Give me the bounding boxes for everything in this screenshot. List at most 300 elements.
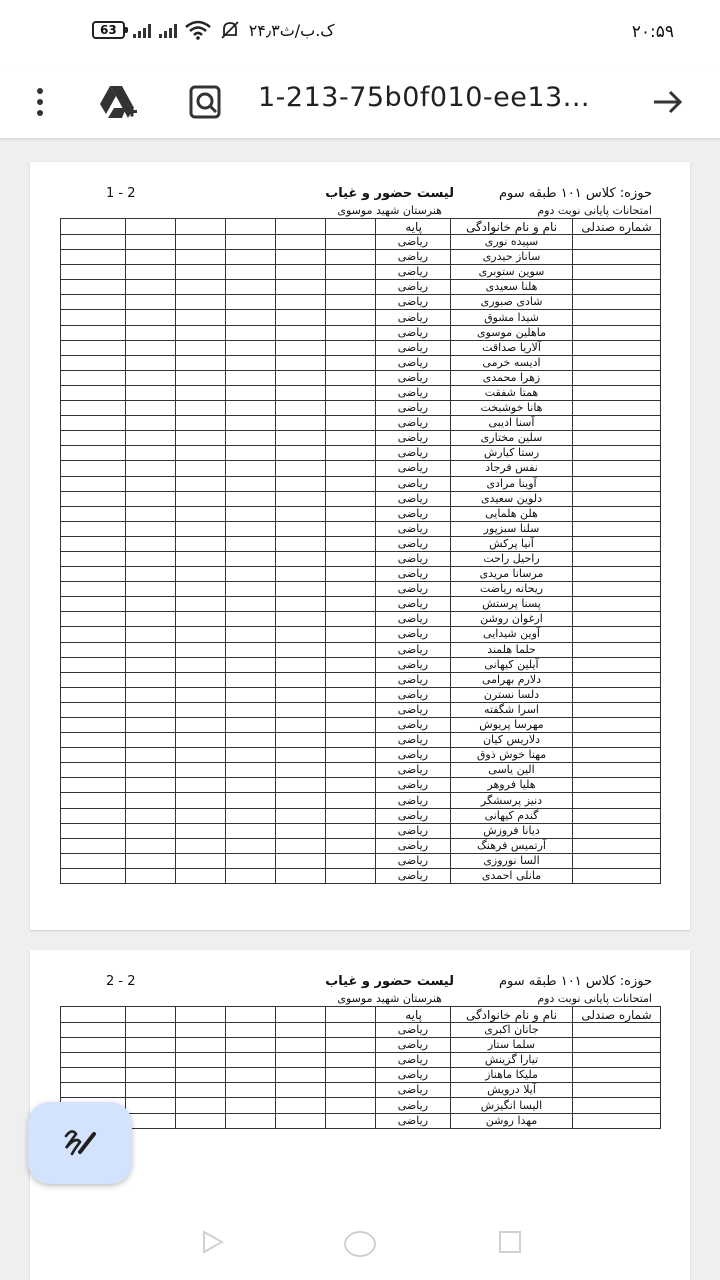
school-name: هنرستان شهید موسوی	[337, 204, 442, 217]
list-heading	[325, 186, 454, 217]
empty-cell	[126, 778, 176, 793]
student-name: ساناز حیدری	[451, 250, 573, 265]
empty-cell	[126, 1113, 176, 1128]
student-name: سلنا سبزپور	[451, 521, 573, 536]
student-grade: ریاضی	[376, 325, 451, 340]
empty-cell	[176, 446, 226, 461]
empty-cell	[276, 461, 326, 476]
empty-cell	[61, 1053, 126, 1068]
seat-cell	[573, 627, 661, 642]
table-row	[61, 431, 661, 446]
col-empty	[226, 219, 276, 235]
student-name: گندم کیهانی	[451, 808, 573, 823]
table-row	[61, 280, 661, 295]
empty-cell	[226, 355, 276, 370]
seat-cell	[573, 672, 661, 687]
empty-cell	[276, 401, 326, 416]
empty-cell	[176, 1098, 226, 1113]
seat-cell	[573, 1083, 661, 1098]
empty-cell	[326, 642, 376, 657]
student-name: ارغوان روشن	[451, 612, 573, 627]
empty-cell	[176, 431, 226, 446]
student-name: آسنا ادیبی	[451, 416, 573, 431]
table-row	[61, 868, 661, 883]
table-row	[61, 582, 661, 597]
seat-cell	[573, 446, 661, 461]
student-name: آنیا پرکش	[451, 536, 573, 551]
empty-cell	[326, 551, 376, 566]
empty-cell	[61, 1083, 126, 1098]
empty-cell	[326, 250, 376, 265]
seat-cell	[573, 597, 661, 612]
table-row	[61, 597, 661, 612]
empty-cell	[61, 476, 126, 491]
empty-cell	[61, 612, 126, 627]
student-grade: ریاضی	[376, 808, 451, 823]
empty-cell	[61, 597, 126, 612]
empty-cell	[226, 838, 276, 853]
empty-cell	[276, 1053, 326, 1068]
empty-cell	[326, 476, 376, 491]
empty-cell	[61, 1023, 126, 1038]
student-name: السا نوروزی	[451, 853, 573, 868]
add-to-drive-icon[interactable]	[96, 80, 140, 124]
student-grade: ریاضی	[376, 597, 451, 612]
empty-cell	[61, 582, 126, 597]
nav-recents-icon[interactable]	[498, 1230, 522, 1254]
seat-cell	[573, 582, 661, 597]
empty-cell	[61, 446, 126, 461]
empty-cell	[126, 582, 176, 597]
seat-cell	[573, 1068, 661, 1083]
student-name: دلسا نسترن	[451, 687, 573, 702]
empty-cell	[326, 823, 376, 838]
seat-cell	[573, 370, 661, 385]
seat-cell	[573, 385, 661, 400]
attendance-table	[60, 218, 661, 884]
empty-cell	[226, 793, 276, 808]
student-name: جانان اکبری	[451, 1023, 573, 1038]
student-name: سپیده نوری	[451, 235, 573, 250]
student-grade: ریاضی	[376, 310, 451, 325]
student-name: دنیز پرسشگر	[451, 793, 573, 808]
empty-cell	[126, 431, 176, 446]
student-name: الین یاسی	[451, 763, 573, 778]
student-name: مهدا روشن	[451, 1113, 573, 1128]
empty-cell	[176, 823, 226, 838]
empty-cell	[326, 370, 376, 385]
table-row	[61, 748, 661, 763]
seat-cell	[573, 838, 661, 853]
seat-cell	[573, 355, 661, 370]
empty-cell	[176, 551, 226, 566]
empty-cell	[61, 265, 126, 280]
empty-cell	[176, 672, 226, 687]
status-icons	[92, 20, 335, 40]
empty-cell	[226, 642, 276, 657]
empty-cell	[61, 853, 126, 868]
exam-term: امتحانات پایانی نوبت دوم	[537, 992, 652, 1005]
empty-cell	[326, 627, 376, 642]
empty-cell	[61, 280, 126, 295]
table-row	[61, 295, 661, 310]
table-row	[61, 1038, 661, 1053]
seat-cell	[573, 476, 661, 491]
student-name: شیدا مشوق	[451, 310, 573, 325]
table-row	[61, 1053, 661, 1068]
student-name: آیلین کیهانی	[451, 657, 573, 672]
empty-cell	[276, 687, 326, 702]
empty-cell	[176, 355, 226, 370]
empty-cell	[126, 536, 176, 551]
student-name: آرتمیس فرهنگ	[451, 838, 573, 853]
empty-cell	[126, 838, 176, 853]
empty-cell	[326, 567, 376, 582]
student-name: حلما هلمند	[451, 642, 573, 657]
arrow-right-icon[interactable]	[650, 84, 686, 120]
empty-cell	[176, 1083, 226, 1098]
student-grade: ریاضی	[376, 582, 451, 597]
student-grade: ریاضی	[376, 567, 451, 582]
student-grade: ریاضی	[376, 295, 451, 310]
document-page-1	[30, 162, 690, 930]
empty-cell	[126, 702, 176, 717]
empty-cell	[126, 295, 176, 310]
more-options-button[interactable]	[28, 84, 52, 120]
empty-cell	[276, 808, 326, 823]
col-full-name: نام و نام خانوادگی	[451, 1007, 573, 1023]
student-name: هلنا سعیدی	[451, 280, 573, 295]
student-grade: ریاضی	[376, 853, 451, 868]
signal-icon-2	[159, 22, 177, 38]
status-time: ۲۰:۵۹	[631, 22, 674, 42]
empty-cell	[176, 536, 226, 551]
col-grade: پایه	[376, 1007, 451, 1023]
exam-area-info	[499, 974, 652, 1005]
empty-cell	[276, 672, 326, 687]
student-name: زهرا محمدی	[451, 370, 573, 385]
empty-cell	[226, 702, 276, 717]
empty-cell	[276, 1068, 326, 1083]
empty-cell	[326, 385, 376, 400]
empty-cell	[276, 340, 326, 355]
empty-cell	[276, 1098, 326, 1113]
empty-cell	[326, 1038, 376, 1053]
empty-cell	[176, 793, 226, 808]
network-speed: ۲۴٫۳ک.ب/ث	[248, 20, 335, 40]
student-grade: ریاضی	[376, 733, 451, 748]
empty-cell	[326, 838, 376, 853]
empty-cell	[176, 718, 226, 733]
empty-cell	[126, 385, 176, 400]
empty-cell	[226, 1053, 276, 1068]
empty-cell	[126, 687, 176, 702]
attendance-table	[60, 1006, 661, 1129]
empty-cell	[326, 778, 376, 793]
empty-cell	[61, 521, 126, 536]
page-number: 1 - 2	[106, 186, 136, 201]
top-toolbar	[0, 66, 720, 139]
student-grade: ریاضی	[376, 461, 451, 476]
table-row	[61, 778, 661, 793]
table-row	[61, 657, 661, 672]
empty-cell	[126, 567, 176, 582]
student-name: آیلا درویش	[451, 1083, 573, 1098]
empty-cell	[326, 506, 376, 521]
empty-cell	[176, 280, 226, 295]
status-bar	[0, 0, 720, 66]
empty-cell	[326, 310, 376, 325]
annotate-button[interactable]	[28, 1102, 132, 1184]
table-row	[61, 1113, 661, 1128]
table-row	[61, 763, 661, 778]
table-row	[61, 476, 661, 491]
empty-cell	[176, 702, 226, 717]
student-grade: ریاضی	[376, 838, 451, 853]
empty-cell	[176, 567, 226, 582]
empty-cell	[326, 401, 376, 416]
student-grade: ریاضی	[376, 385, 451, 400]
empty-cell	[126, 853, 176, 868]
empty-cell	[61, 325, 126, 340]
document-title: 1-213-75b0f010-ee13...	[258, 82, 590, 113]
empty-cell	[126, 1038, 176, 1053]
student-grade: ریاضی	[376, 627, 451, 642]
empty-cell	[276, 1113, 326, 1128]
empty-cell	[226, 1083, 276, 1098]
table-row	[61, 370, 661, 385]
empty-cell	[176, 250, 226, 265]
empty-cell	[61, 370, 126, 385]
empty-cell	[326, 355, 376, 370]
empty-cell	[276, 793, 326, 808]
table-row	[61, 506, 661, 521]
empty-cell	[326, 763, 376, 778]
empty-cell	[276, 446, 326, 461]
empty-cell	[326, 1098, 376, 1113]
empty-cell	[61, 838, 126, 853]
empty-cell	[276, 1038, 326, 1053]
student-name: آوینا مرادی	[451, 476, 573, 491]
empty-cell	[226, 1068, 276, 1083]
col-grade: پایه	[376, 219, 451, 235]
table-row	[61, 551, 661, 566]
empty-cell	[126, 1053, 176, 1068]
seat-cell	[573, 280, 661, 295]
empty-cell	[276, 355, 326, 370]
table-row	[61, 325, 661, 340]
empty-cell	[126, 461, 176, 476]
empty-cell	[326, 748, 376, 763]
empty-cell	[276, 868, 326, 883]
pen-scribble-icon	[62, 1124, 98, 1160]
empty-cell	[126, 401, 176, 416]
col-full-name: نام و نام خانوادگی	[451, 219, 573, 235]
empty-cell	[226, 536, 276, 551]
empty-cell	[276, 763, 326, 778]
empty-cell	[326, 1068, 376, 1083]
empty-cell	[61, 748, 126, 763]
seat-cell	[573, 823, 661, 838]
empty-cell	[61, 763, 126, 778]
empty-cell	[176, 521, 226, 536]
empty-cell	[126, 355, 176, 370]
empty-cell	[326, 416, 376, 431]
empty-cell	[126, 868, 176, 883]
empty-cell	[276, 657, 326, 672]
student-grade: ریاضی	[376, 1053, 451, 1068]
table-row	[61, 808, 661, 823]
empty-cell	[326, 687, 376, 702]
student-name: ماهلین موسوی	[451, 325, 573, 340]
empty-cell	[226, 250, 276, 265]
student-grade: ریاضی	[376, 551, 451, 566]
empty-cell	[176, 370, 226, 385]
seat-cell	[573, 551, 661, 566]
empty-cell	[276, 778, 326, 793]
student-grade: ریاضی	[376, 250, 451, 265]
seat-cell	[573, 612, 661, 627]
col-empty	[226, 1007, 276, 1023]
wifi-icon	[185, 20, 211, 40]
empty-cell	[61, 642, 126, 657]
empty-cell	[126, 597, 176, 612]
table-row	[61, 823, 661, 838]
table-row	[61, 793, 661, 808]
empty-cell	[226, 1038, 276, 1053]
empty-cell	[61, 310, 126, 325]
student-grade: ریاضی	[376, 476, 451, 491]
student-name: هانا خوشبخت	[451, 401, 573, 416]
student-grade: ریاضی	[376, 446, 451, 461]
student-name: پسنا پرستش	[451, 597, 573, 612]
empty-cell	[176, 1038, 226, 1053]
empty-cell	[276, 733, 326, 748]
seat-cell	[573, 748, 661, 763]
empty-cell	[226, 385, 276, 400]
bell-muted-icon	[219, 20, 241, 40]
table-row	[61, 567, 661, 582]
empty-cell	[226, 1113, 276, 1128]
student-name: هلن هلمایی	[451, 506, 573, 521]
list-title: لیست حضور و غیاب	[325, 974, 454, 989]
seat-cell	[573, 868, 661, 883]
empty-cell	[226, 567, 276, 582]
table-row	[61, 838, 661, 853]
nav-home-icon[interactable]	[342, 1230, 378, 1258]
empty-cell	[176, 763, 226, 778]
student-grade: ریاضی	[376, 416, 451, 431]
empty-cell	[326, 582, 376, 597]
col-empty	[126, 1007, 176, 1023]
student-grade: ریاضی	[376, 748, 451, 763]
empty-cell	[126, 521, 176, 536]
empty-cell	[176, 1113, 226, 1128]
table-row	[61, 416, 661, 431]
empty-cell	[226, 280, 276, 295]
list-heading	[325, 974, 454, 1005]
student-grade: ریاضی	[376, 370, 451, 385]
student-grade: ریاضی	[376, 491, 451, 506]
empty-cell	[226, 823, 276, 838]
table-row	[61, 265, 661, 280]
seat-cell	[573, 310, 661, 325]
col-empty	[61, 1007, 126, 1023]
student-name: ملیکا ماهناز	[451, 1068, 573, 1083]
empty-cell	[326, 793, 376, 808]
empty-cell	[61, 235, 126, 250]
col-empty	[276, 1007, 326, 1023]
empty-cell	[226, 1098, 276, 1113]
student-name: مرسانا مریدی	[451, 567, 573, 582]
empty-cell	[276, 702, 326, 717]
student-name: همتا شفقت	[451, 385, 573, 400]
empty-cell	[276, 582, 326, 597]
table-row	[61, 672, 661, 687]
student-name: دلوین سعیدی	[451, 491, 573, 506]
empty-cell	[61, 718, 126, 733]
empty-cell	[276, 235, 326, 250]
empty-cell	[326, 340, 376, 355]
col-empty	[61, 219, 126, 235]
empty-cell	[176, 642, 226, 657]
empty-cell	[176, 1023, 226, 1038]
empty-cell	[61, 551, 126, 566]
empty-cell	[176, 657, 226, 672]
empty-cell	[61, 733, 126, 748]
empty-cell	[326, 597, 376, 612]
empty-cell	[126, 280, 176, 295]
empty-cell	[61, 808, 126, 823]
empty-cell	[276, 431, 326, 446]
empty-cell	[326, 280, 376, 295]
seat-cell	[573, 416, 661, 431]
empty-cell	[126, 265, 176, 280]
student-grade: ریاضی	[376, 536, 451, 551]
table-row	[61, 521, 661, 536]
empty-cell	[226, 310, 276, 325]
empty-cell	[176, 506, 226, 521]
empty-cell	[61, 627, 126, 642]
student-name: تیارا گزینش	[451, 1053, 573, 1068]
empty-cell	[176, 385, 226, 400]
empty-cell	[226, 551, 276, 566]
empty-cell	[126, 808, 176, 823]
empty-cell	[276, 838, 326, 853]
empty-cell	[226, 868, 276, 883]
empty-cell	[126, 1098, 176, 1113]
empty-cell	[326, 235, 376, 250]
empty-cell	[276, 1023, 326, 1038]
empty-cell	[126, 1023, 176, 1038]
student-grade: ریاضی	[376, 235, 451, 250]
table-row	[61, 1023, 661, 1038]
empty-cell	[126, 370, 176, 385]
empty-cell	[226, 672, 276, 687]
empty-cell	[226, 763, 276, 778]
empty-cell	[176, 476, 226, 491]
nav-back-icon[interactable]	[200, 1230, 224, 1254]
empty-cell	[276, 521, 326, 536]
student-grade: ریاضی	[376, 793, 451, 808]
student-grade: ریاضی	[376, 702, 451, 717]
table-row	[61, 702, 661, 717]
student-grade: ریاضی	[376, 340, 451, 355]
student-grade: ریاضی	[376, 431, 451, 446]
lens-search-icon[interactable]	[188, 80, 224, 124]
empty-cell	[126, 748, 176, 763]
empty-cell	[226, 853, 276, 868]
